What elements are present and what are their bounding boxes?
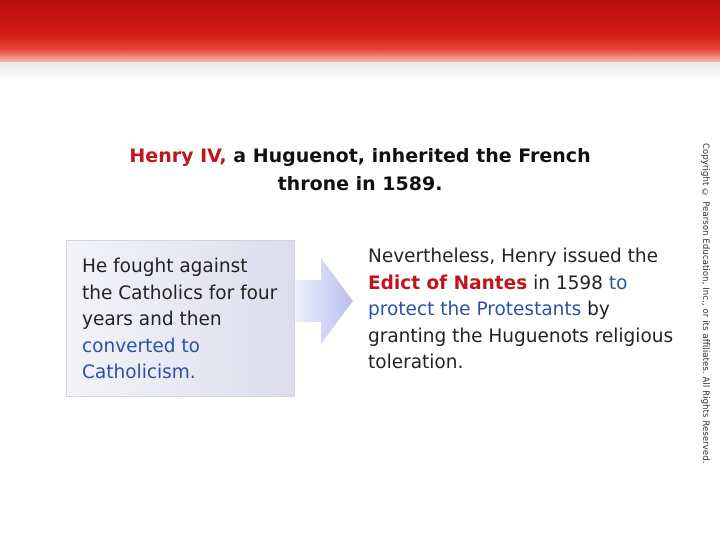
left-box-text: He fought against the Catholics for four years and then: [82, 256, 278, 330]
right-text-part3: by granting the Huguenots religious toleration.: [368, 299, 674, 373]
left-box-highlight: converted to Catholicism.: [82, 335, 200, 383]
banner-shadow: [0, 62, 720, 82]
copyright-notice: Copyright © Pearson Education, Inc., or its affiliates. All Rights Reserved.: [700, 143, 710, 464]
heading-name: Henry IV,: [129, 145, 227, 167]
slide-heading: [60, 142, 660, 198]
right-text-block: [368, 244, 688, 377]
right-arrow-icon: [295, 258, 353, 344]
right-text-part2: in 1598: [527, 272, 609, 294]
heading-line2: throne in 1589.: [277, 173, 443, 195]
top-banner: [0, 0, 720, 62]
right-text-part1: Nevertheless, Henry issued the: [368, 246, 659, 267]
right-text-highlight: to protect the Protestants: [368, 272, 628, 320]
edict-of-nantes: Edict of Nantes: [368, 272, 528, 294]
left-text-box: [66, 240, 295, 397]
heading-line1: a Huguenot, inherited the French: [226, 145, 591, 167]
